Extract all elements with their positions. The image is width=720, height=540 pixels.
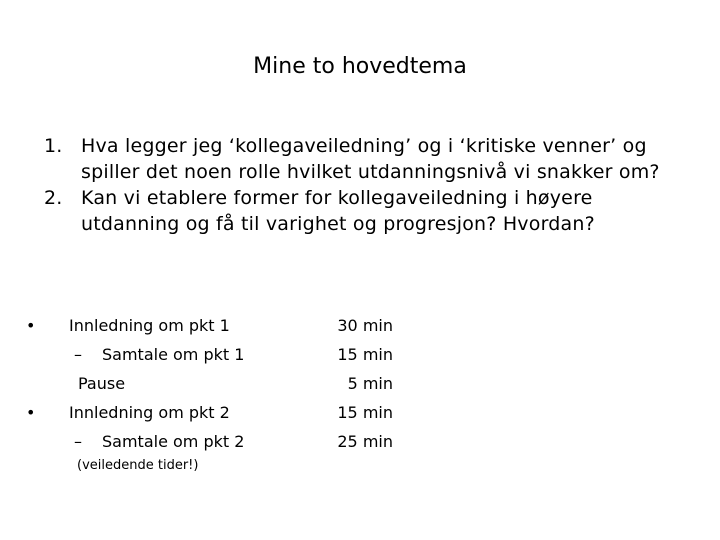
question-item (44, 133, 694, 185)
agenda-item-label: Samtale om pkt 1 (102, 345, 245, 364)
time-value: 30 min (337, 316, 393, 335)
agenda-item-label: Innledning om pkt 2 (69, 403, 230, 422)
question-text: Kan vi etablere former for kollegaveiledning i høyere utdanning og få til varighet og progresjon? Hvordan? (81, 187, 595, 235)
slide-title: Mine to hovedtema (253, 54, 467, 79)
question-list (44, 133, 694, 237)
dash-icon: – (74, 432, 82, 451)
bullet-icon: • (26, 403, 36, 422)
question-item (44, 185, 694, 237)
time-value: 15 min (337, 403, 393, 422)
question-number: 2. (44, 187, 63, 209)
agenda-item-label: Innledning om pkt 1 (69, 316, 230, 335)
question-text: Hva legger jeg ‘kollegaveiledning’ og i ‘kritiske venner’ og spiller det noen rolle hvilket utdanningsnivå vi snakker om? (81, 135, 660, 183)
question-number: 1. (44, 135, 63, 157)
time-list (330, 313, 410, 458)
timing-note: (veiledende tider!) (77, 458, 199, 473)
agenda-item-label: Pause (78, 374, 126, 393)
time-value: 25 min (337, 432, 393, 451)
agenda-item-label: Samtale om pkt 2 (102, 432, 245, 451)
time-value: 15 min (337, 345, 393, 364)
dash-icon: – (74, 345, 82, 364)
bullet-icon: • (26, 316, 36, 335)
time-value: 5 min (347, 374, 393, 393)
